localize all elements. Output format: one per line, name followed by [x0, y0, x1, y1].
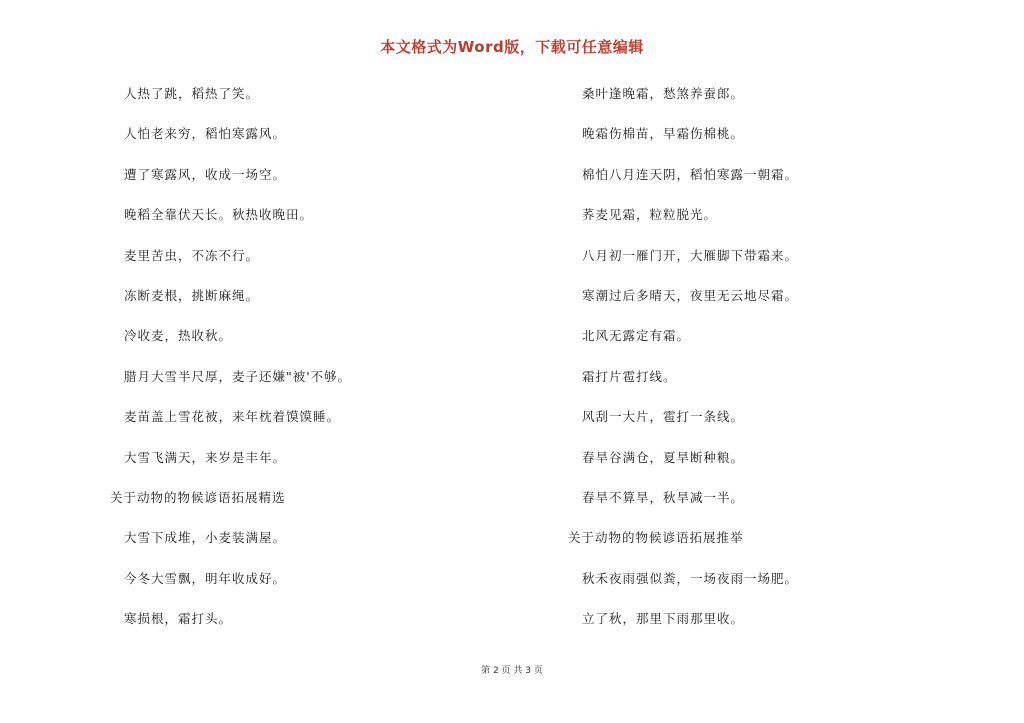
proverb-line: 风刮一大片，雹打一条线。	[582, 409, 745, 425]
left-text-column	[110, 84, 530, 649]
proverb-line: 人怕老来穷，稻怕寒露风。	[124, 126, 287, 142]
proverb-line: 冻断麦根，挑断麻绳。	[124, 287, 260, 303]
proverb-line: 冷收麦，热收秋。	[124, 328, 233, 344]
proverb-line: 寒潮过后多晴天，夜里无云地尽霜。	[582, 287, 799, 303]
page-number: 第 2 页 共 3 页	[481, 666, 543, 676]
section-heading: 关于动物的物候谚语拓展推举	[568, 530, 744, 546]
proverb-line: 晚霜伤棉苗，早霜伤棉桃。	[582, 126, 745, 142]
proverb-line: 麦苗盖上雪花被，来年枕着馍馍睡。	[124, 409, 341, 425]
proverb-line: 春旱不算旱，秋旱减一半。	[582, 489, 745, 505]
page-header-title: 本文格式为Word版，下载可任意编辑	[380, 38, 644, 56]
proverb-line: 八月初一雁门开，大雁脚下带霜来。	[582, 247, 799, 263]
proverb-line: 大雪下成堆，小麦装满屋。	[124, 530, 287, 546]
proverb-line: 寒损根，霜打头。	[124, 611, 233, 627]
proverb-line: 大雪飞满天，来岁是丰年。	[124, 449, 287, 465]
section-heading: 关于动物的物候谚语拓展精选	[110, 489, 286, 505]
proverb-line: 立了秋，那里下雨那里收。	[582, 611, 745, 627]
proverb-line: 春旱谷满仓，夏旱断种粮。	[582, 449, 745, 465]
proverb-line: 荞麦见霜，粒粒脱光。	[582, 207, 718, 223]
proverb-line: 麦里苦虫，不冻不行。	[124, 247, 260, 263]
proverb-line: 腊月大雪半尺厚，麦子还嫌"被'不够。	[124, 368, 352, 384]
proverb-line: 晚稻全靠伏天长。秋热收晚田。	[124, 207, 314, 223]
proverb-line: 遭了寒露风，收成一场空。	[124, 166, 287, 182]
proverb-line: 今冬大雪飘，明年收成好。	[124, 570, 287, 586]
right-text-column	[568, 84, 988, 649]
proverb-line: 北风无露定有霜。	[582, 328, 691, 344]
proverb-line: 桑叶逢晚霜，愁煞养蚕郎。	[582, 86, 745, 101]
proverb-line: 人热了跳，稻热了笑。	[124, 86, 260, 101]
proverb-line: 棉怕八月连天阴，稻怕寒露一朝霜。	[582, 166, 799, 182]
proverb-line: 秋禾夜雨强似粪，一场夜雨一场肥。	[582, 570, 799, 586]
proverb-line: 霜打片雹打线。	[582, 368, 677, 384]
